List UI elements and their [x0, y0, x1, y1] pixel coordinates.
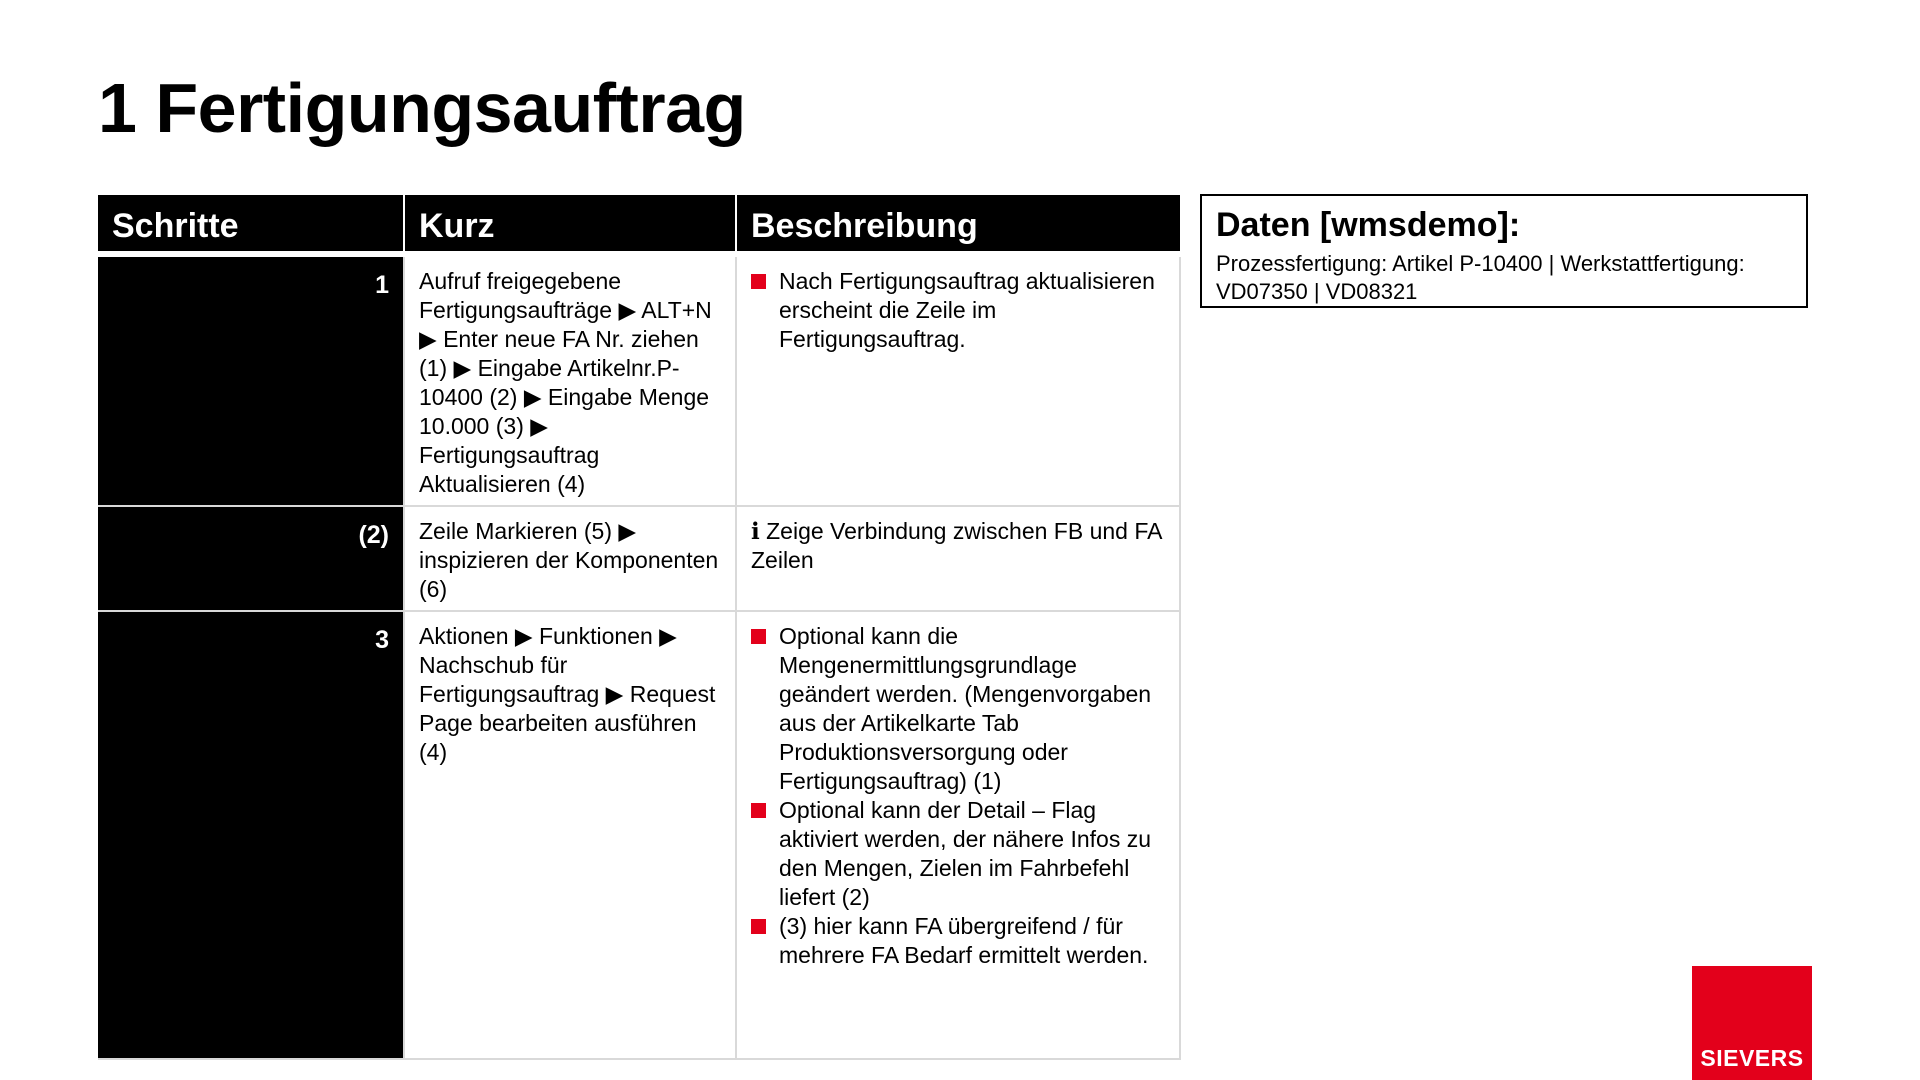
bullet-item: (3) hier kann FA übergreifend / für mehrere FA Bedarf ermittelt werden.	[751, 912, 1165, 970]
beschreibung-cell	[736, 254, 1180, 506]
bullet-list	[751, 267, 1165, 354]
bullet-item: Nach Fertigungsauftrag aktualisieren erscheint die Zeile im Fertigungsauftrag.	[751, 267, 1165, 354]
step-number: 3	[98, 611, 404, 1059]
header-kurz: Kurz	[404, 195, 736, 254]
beschreibung-cell	[736, 506, 1180, 611]
kurz-cell: Aufruf freigegebene Fertigungsaufträge ▶ ALT+N ▶ Enter neue FA Nr. ziehen (1) ▶ Eingabe Artikelnr.P-10400 (2) ▶ Eingabe Menge 10.000 (3) ▶ Fertigungsauftrag Aktualisieren (4)	[404, 254, 736, 506]
table-header-row	[98, 195, 1180, 254]
kurz-cell: Zeile Markieren (5) ▶ inspizieren der Komponenten (6)	[404, 506, 736, 611]
table-row	[98, 254, 1180, 506]
bullet-item: Optional kann der Detail – Flag aktiviert werden, der nähere Infos zu den Mengen, Zielen im Fahrbefehl liefert (2)	[751, 796, 1165, 912]
table-row	[98, 506, 1180, 611]
logo-text: SIEVERS	[1700, 1045, 1804, 1071]
beschreibung-cell	[736, 611, 1180, 1059]
steps-table	[98, 195, 1181, 1060]
header-beschreibung: Beschreibung	[736, 195, 1180, 254]
info-line: ℹ Zeige Verbindung zwischen FB und FA Zeilen	[751, 518, 1162, 573]
kurz-cell: Aktionen ▶ Funktionen ▶ Nachschub für Fertigungsauftrag ▶ Request Page bearbeiten ausführen (4)	[404, 611, 736, 1059]
daten-title: Daten [wmsdemo]:	[1216, 206, 1521, 244]
sievers-logo	[1692, 966, 1812, 1080]
step-number: (2)	[98, 506, 404, 611]
step-number: 1	[98, 254, 404, 506]
bullet-item: Optional kann die Mengenermittlungsgrundlage geändert werden. (Mengenvorgaben aus der Artikelkarte Tab Produktionsversorgung oder Fertigungsauftrag) (1)	[751, 622, 1165, 796]
bullet-list	[751, 622, 1165, 970]
daten-text: Prozessfertigung: Artikel P-10400 | Werkstattfertigung: VD07350 | VD08321	[1216, 251, 1745, 304]
page-title: 1 Fertigungsauftrag	[98, 69, 746, 147]
table-row	[98, 611, 1180, 1059]
header-schritte: Schritte	[98, 195, 404, 254]
daten-box	[1200, 194, 1808, 308]
